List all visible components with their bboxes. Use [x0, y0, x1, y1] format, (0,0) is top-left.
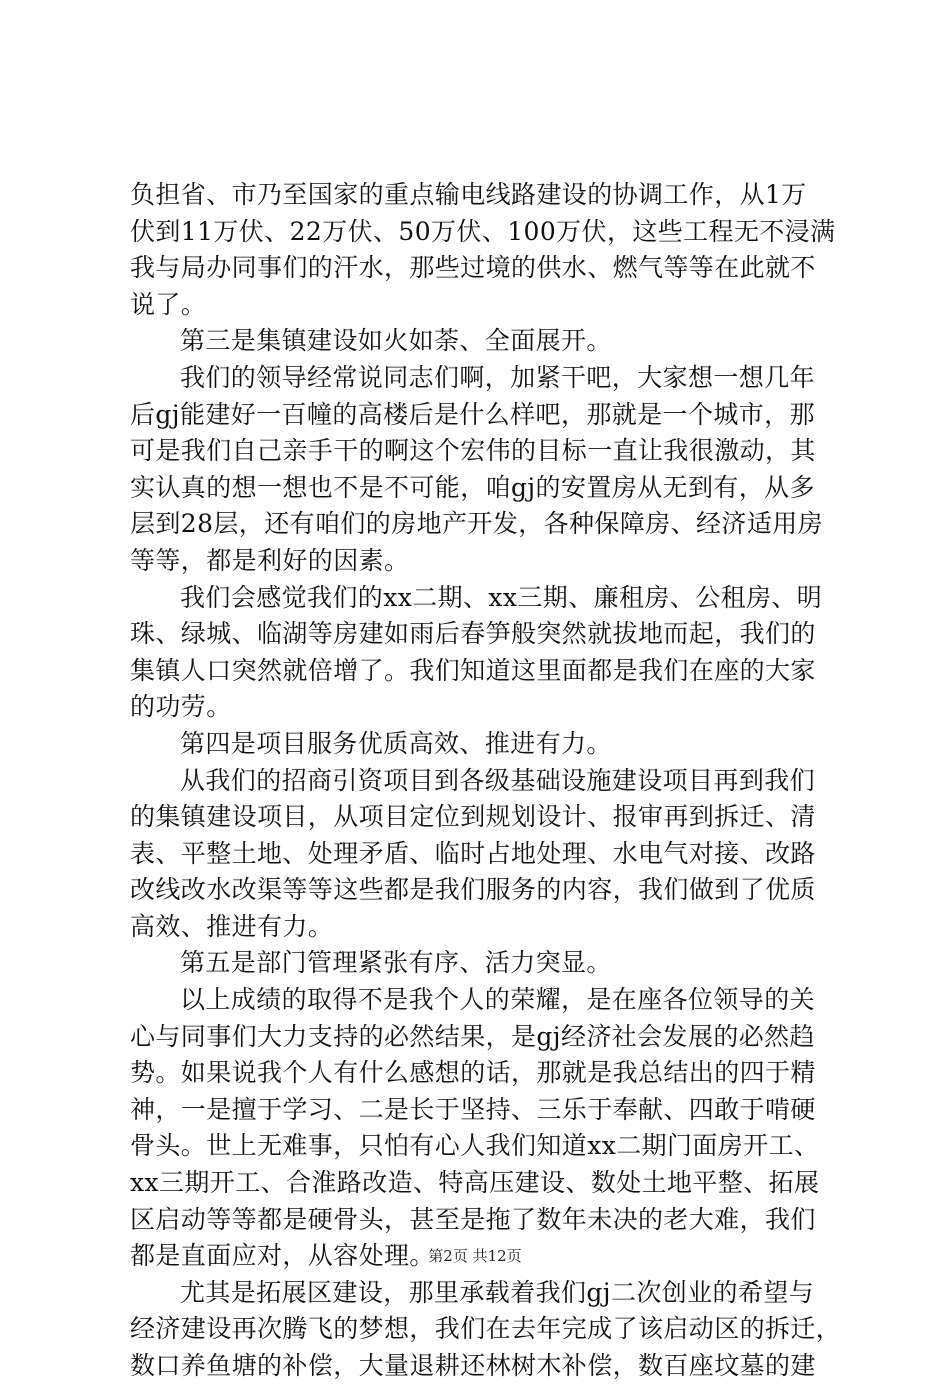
text-line: 可是我们自己亲手干的啊这个宏伟的目标一直让我很激动，其: [130, 436, 816, 466]
text-line: 层到28层，还有咱们的房地产开发，各种保障房、经济适用房: [130, 509, 824, 539]
text-line: 实认真的想一想也不是不可能，咱gj的安置房从无到有，从多: [130, 472, 815, 502]
text-line: 的功劳。: [130, 692, 232, 722]
text-line: 的集镇建设项目，从项目定位到规划设计、报审再到拆迁、清: [130, 802, 816, 832]
document-body: [130, 177, 842, 1385]
paragraph-start: 我们会感觉我们的xx二期、xx三期、廉租房、公租房、明: [180, 582, 823, 612]
section-heading: 第三是集镇建设如火如荼、全面展开。: [180, 326, 612, 356]
text-line: 骨头。世上无难事，只怕有心人我们知道xx二期门面房开工、: [130, 1131, 820, 1161]
text-line: 负担省、市乃至国家的重点输电线路建设的协调工作，从1万: [130, 180, 807, 209]
text-line: xx三期开工、合淮路改造、特高压建设、数处土地平整、拓展: [130, 1168, 820, 1198]
text-line: 珠、绿城、临湖等房建如雨后春笋般突然就拔地而起，我们的: [130, 619, 816, 649]
text-line: 后gj能建好一百幢的高楼后是什么样吧，那就是一个城市，那: [130, 399, 815, 429]
text-line: 经济建设再次腾飞的梦想，我们在去年完成了该启动区的拆迁，: [130, 1314, 842, 1344]
text-line: 说了。: [130, 289, 207, 319]
paragraph-start: 我们的领导经常说同志们啊，加紧干吧，大家想一想几年: [180, 362, 816, 392]
section-heading: 第四是项目服务优质高效、推进有力。: [180, 728, 612, 758]
text-line: 都是直面应对，从容处理。: [130, 1241, 435, 1271]
text-line: 我与局办同事们的汗水，那些过境的供水、燃气等等在此就不: [130, 253, 816, 283]
text-line: 数口养鱼塘的补偿，大量退耕还林树木补偿，数百座坟墓的建: [130, 1351, 816, 1380]
text-line: 神，一是擅于学习、二是长于坚持、三乐于奉献、四敢于啃硬: [130, 1094, 816, 1124]
text-line: 高效、推进有力。: [130, 911, 334, 941]
text-line: 区启动等等都是硬骨头，甚至是拖了数年未决的老大难，我们: [130, 1204, 816, 1234]
text-line: 集镇人口突然就倍增了。我们知道这里面都是我们在座的大家: [130, 655, 816, 685]
text-line: 势。如果说我个人有什么感想的话，那就是我总结出的四于精: [130, 1058, 816, 1088]
section-heading: 第五是部门管理紧张有序、活力突显。: [180, 948, 612, 978]
text-line: 改线改水改渠等等这些都是我们服务的内容，我们做到了优质: [130, 875, 816, 905]
page-number-footer: 第2页 共12页: [428, 1247, 522, 1265]
paragraph-start: 以上成绩的取得不是我个人的荣耀，是在座各位领导的关: [180, 985, 816, 1015]
text-line: 伏到11万伏、22万伏、50万伏、100万伏，这些工程无不浸满: [130, 216, 836, 246]
paragraph-start: 尤其是拓展区建设，那里承载着我们gj二次创业的希望与: [180, 1277, 815, 1307]
paragraph-start: 从我们的招商引资项目到各级基础设施建设项目再到我们: [180, 765, 816, 795]
text-line: 等等，都是利好的因素。: [130, 545, 410, 575]
text-line: 心与同事们大力支持的必然结果，是gj经济社会发展的必然趋: [130, 1021, 815, 1051]
text-line: 表、平整土地、处理矛盾、临时占地处理、水电气对接、改路: [130, 838, 816, 868]
